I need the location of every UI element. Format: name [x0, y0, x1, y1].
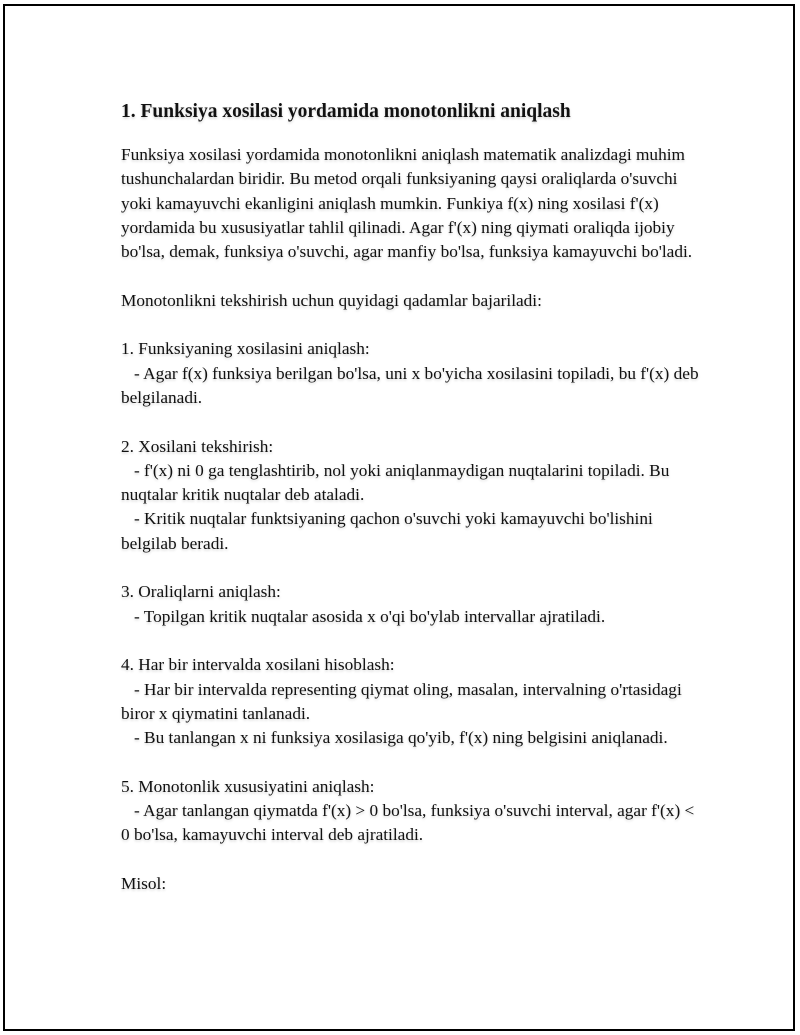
step-heading: 3. Oraliqlarni aniqlash: [121, 582, 281, 602]
step-item: - f'(x) ni 0 ga tenglashtirib, nol yoki aniqlanmaydigan nuqtalarini topiladi. Bu nuqtalar kritik nuqtalar deb ataladi. [121, 460, 674, 505]
intro-paragraph: Funksiya xosilasi yordamida monotonlikni aniqlash matematik analizdagi muhim tushunchalardan biridir. Bu metod orqali funksiyaning qaysi oraliqlarda o'suvchi yoki kamayuvchi ekanligini aniqlash mumkin. Funkiya f(x) ning xosilasi f'(x) yordamida bu xususiyatlar tahlil qilinadi. Agar f'(x) ning qiymati oraliqda ijobiy bo'lsa, demak, funksiya o'suvchi, agar manfiy bo'lsa, funksiya kamayuvchi bo'ladi. [121, 145, 693, 262]
paragraph-gap [121, 410, 701, 434]
step-item: - Agar tanlangan qiymatda f'(x) > 0 bo'lsa, funksiya o'suvchi interval, agar f'(x) < 0 bo'lsa, kamayuvchi interval deb ajratiladi. [121, 801, 699, 845]
step-1 [121, 337, 701, 410]
paragraph-gap [121, 313, 701, 337]
step-heading: 4. Har bir intervalda xosilani hisoblash: [121, 655, 395, 675]
paragraph-gap [121, 556, 701, 580]
step-item: - Kritik nuqtalar funktsiyaning qachon o'suvchi yoki kamayuvchi bo'lishini belgilab beradi. [121, 509, 658, 553]
step-item: - Bu tanlangan x ni funksiya xosilasiga qo'yib, f'(x) ning belgisini aniqlanadi. [121, 728, 668, 748]
paragraph-gap [121, 264, 701, 288]
page-frame [3, 4, 795, 1031]
step-heading: 5. Monotonlik xususiyatini aniqlash: [121, 776, 375, 796]
step-2 [121, 435, 701, 556]
step-5 [121, 775, 701, 848]
document-body [121, 99, 701, 896]
step-heading: 1. Funksiyaning xosilasini aniqlash: [121, 339, 370, 359]
steps-intro: Monotonlikni tekshirish uchun quyidagi qadamlar bajariladi: [121, 290, 542, 310]
paragraph-gap [121, 848, 701, 872]
step-4 [121, 653, 701, 750]
paragraph-gap [121, 629, 701, 653]
step-heading: 2. Xosilani tekshirish: [121, 436, 274, 456]
step-3 [121, 580, 701, 629]
step-item: - Har bir intervalda representing qiymat oling, masalan, intervalning o'rtasidagi biror x qiymatini tanlanadi. [121, 679, 687, 723]
section-title: 1. Funksiya xosilasi yordamida monotonlikni aniqlash [121, 101, 571, 122]
paragraph-gap [121, 750, 701, 774]
example-label: Misol: [121, 873, 167, 893]
step-item: - Agar f(x) funksiya berilgan bo'lsa, uni x bo'yicha xosilasini topiladi, bu f'(x) deb belgilanadi. [121, 363, 703, 407]
step-item: - Topilgan kritik nuqtalar asosida x o'qi bo'ylab intervallar ajratiladi. [121, 606, 606, 626]
